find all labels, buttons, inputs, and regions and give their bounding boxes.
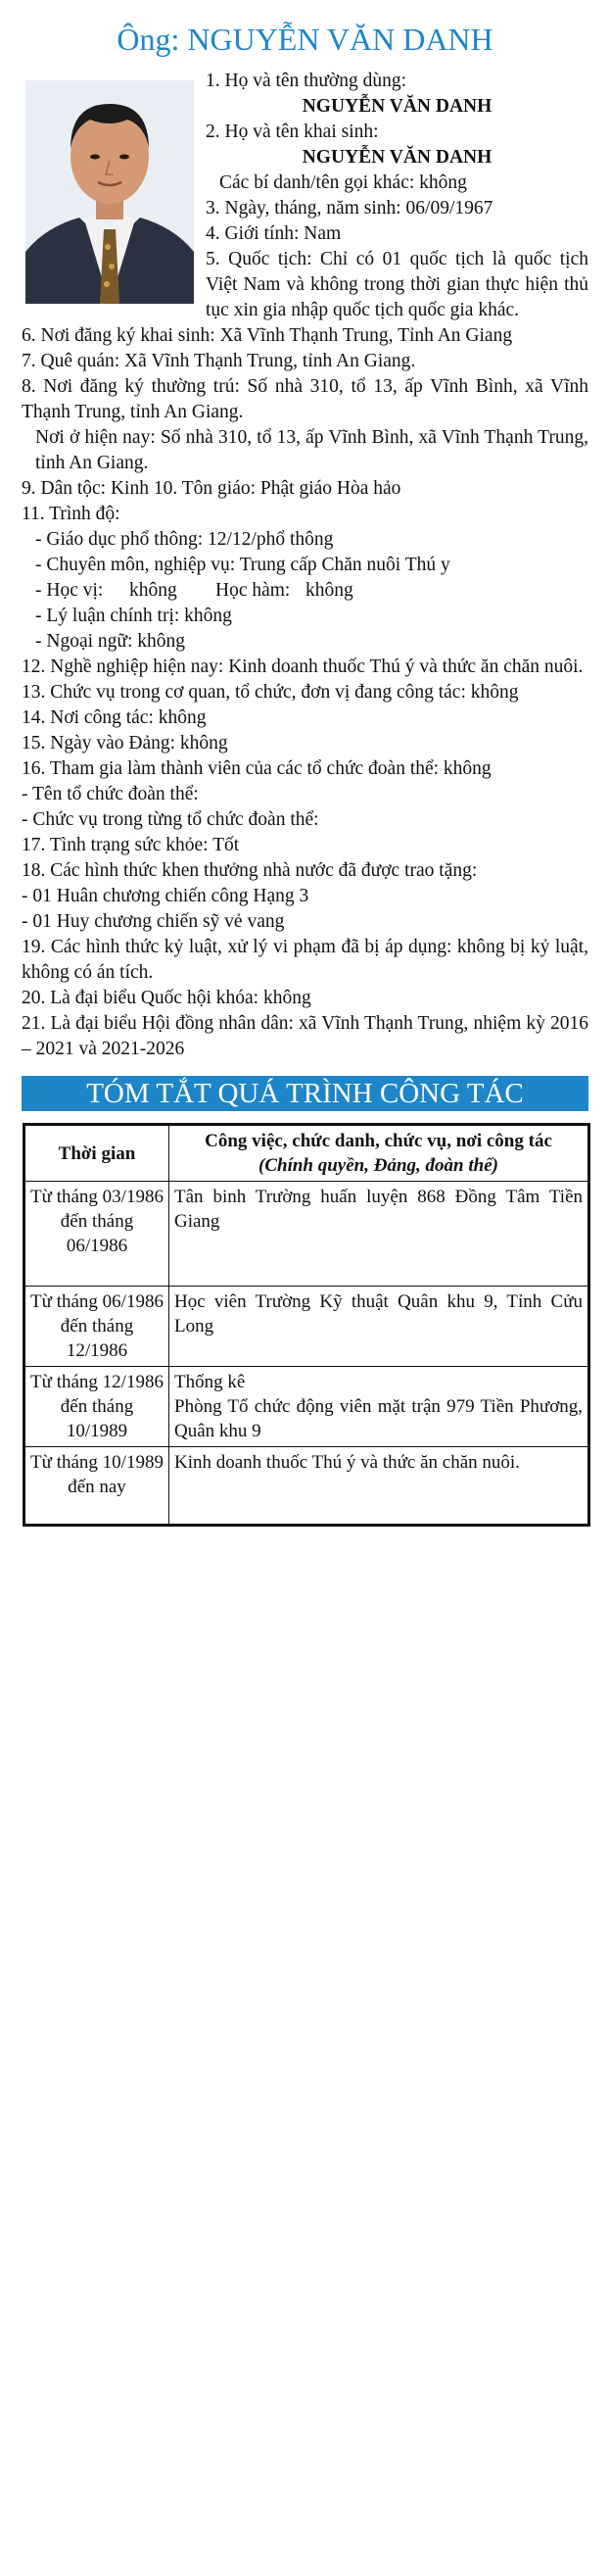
work-history-banner: TÓM TẮT QUÁ TRÌNH CÔNG TÁC xyxy=(22,1076,588,1111)
field-occupation: 12. Nghề nghiệp hiện nay: Kinh doanh thuốc Thú ý và thức ăn chăn nuôi. xyxy=(22,656,584,677)
field-nationality: 5. Quốc tịch: Chỉ có 01 quốc tịch là quốc tịch Việt Nam và không trong thời gian thực hiện thủ tục xin gia nhập quốc tịch quốc gia khác. xyxy=(206,249,588,320)
row-job-line2: Phòng Tổ chức động viên mặt trận 979 Tiền Phương, Quân khu 9 xyxy=(174,1396,583,1441)
top-fields xyxy=(206,69,588,323)
header-job-line2: (Chính quyền, Đảng, đoàn thể) xyxy=(258,1155,498,1176)
field-political-theory: - Lý luận chính trị: không xyxy=(35,606,232,626)
field-common-name-value: NGUYỄN VĂN DANH xyxy=(302,96,493,117)
page-title: Ông: NGUYỄN VĂN DANH xyxy=(117,22,493,57)
field-award-1: - 01 Huân chương chiến công Hạng 3 xyxy=(22,886,309,906)
field-organization-role: - Chức vụ trong từng tổ chức đoàn thể: xyxy=(22,809,319,830)
field-award-2: - 01 Huy chương chiến sỹ vẻ vang xyxy=(22,911,285,932)
row-time: Từ tháng 06/1986 đến tháng 12/1986 xyxy=(24,1287,169,1367)
row-job xyxy=(169,1367,589,1447)
field-permanent-address: 8. Nơi đăng ký thường trú: Số nhà 310, tổ 13, ấp Vĩnh Bình, xã Vĩnh Thạnh Trung, tỉnh An Giang. xyxy=(22,376,588,422)
profile-fields xyxy=(22,323,588,1062)
field-birthdate: 3. Ngày, tháng, năm sinh: 06/09/1967 xyxy=(206,198,493,219)
field-general-education: - Giáo dục phổ thông: 12/12/phổ thông xyxy=(35,529,334,550)
row-time: Từ tháng 03/1986 đến tháng 06/1986 xyxy=(24,1182,169,1287)
field-birth-name-value: NGUYỄN VĂN DANH xyxy=(302,147,493,168)
field-organization-name: - Tên tổ chức đoàn thể: xyxy=(22,784,199,804)
header-job-line1: Công việc, chức danh, chức vụ, nơi công tác xyxy=(205,1131,552,1151)
field-gender: 4. Giới tính: Nam xyxy=(206,223,342,244)
field-degree xyxy=(22,578,588,604)
academic-title-value: không xyxy=(305,580,353,601)
field-party-date: 15. Ngày vào Đảng: không xyxy=(22,733,228,753)
row-time: Từ tháng 12/1986 đến tháng 10/1989 xyxy=(24,1367,169,1447)
field-health: 17. Tình trạng sức khỏe: Tốt xyxy=(22,835,240,855)
field-peoples-council: 21. Là đại biểu Hội đồng nhân dân: xã Vĩnh Thạnh Trung, nhiệm kỳ 2016 – 2021 và 2021-2026 xyxy=(22,1013,588,1059)
header-time: Thời gian xyxy=(24,1125,169,1182)
degree-label: - Học vị: xyxy=(35,580,104,601)
field-current-address: Nơi ở hiện nay: Số nhà 310, tổ 13, ấp Vĩnh Bình, xã Vĩnh Thạnh Trung, tỉnh An Giang. xyxy=(35,427,588,473)
person-portrait-icon xyxy=(25,80,194,304)
row-job: Học viên Trường Kỹ thuật Quân khu 9, Tỉnh Cửu Long xyxy=(169,1287,589,1367)
field-birth-registration: 6. Nơi đăng ký khai sinh: Xã Vĩnh Thạnh Trung, Tỉnh An Giang xyxy=(22,325,513,346)
table-row xyxy=(24,1367,589,1447)
field-birth-name-label: 2. Họ và tên khai sinh: xyxy=(206,122,379,142)
field-discipline: 19. Các hình thức kỷ luật, xử lý vi phạm đã bị áp dụng: không bị kỷ luật, không có án tích. xyxy=(22,937,588,983)
field-workplace: 14. Nơi công tác: không xyxy=(22,707,207,728)
degree-value: không xyxy=(129,580,177,601)
row-job: Tân binh Trường huấn luyện 868 Đồng Tâm Tiền Giang xyxy=(169,1182,589,1287)
table-row xyxy=(24,1447,589,1526)
row-time: Từ tháng 10/1989 đến nay xyxy=(24,1447,169,1526)
academic-title-label: Học hàm: xyxy=(215,580,291,601)
field-position: 13. Chức vụ trong cơ quan, tổ chức, đơn vị đang công tác: không xyxy=(22,682,519,703)
field-national-assembly: 20. Là đại biểu Quốc hội khóa: không xyxy=(22,988,311,1008)
field-education-heading: 11. Trình độ: xyxy=(22,504,120,524)
field-alias: Các bí danh/tên gọi khác: không xyxy=(219,172,467,193)
field-foreign-language: - Ngoại ngữ: không xyxy=(35,631,186,652)
table-row xyxy=(24,1287,589,1367)
field-major: - Chuyên môn, nghiệp vụ: Trung cấp Chăn nuôi Thú y xyxy=(35,555,450,575)
field-awards-heading: 18. Các hình thức khen thưởng nhà nước đã được trao tặng: xyxy=(22,860,478,881)
header-job xyxy=(169,1125,589,1182)
field-organizations: 16. Tham gia làm thành viên của các tổ chức đoàn thể: không xyxy=(22,758,492,779)
row-job-line1: Thống kê xyxy=(174,1372,246,1392)
table-header-row xyxy=(24,1125,589,1182)
field-common-name-label: 1. Họ và tên thường dùng: xyxy=(206,71,407,91)
profile-header xyxy=(22,69,588,323)
table-row xyxy=(24,1182,589,1287)
work-history-table xyxy=(23,1123,590,1527)
field-ethnicity-religion: 9. Dân tộc: Kinh 10. Tôn giáo: Phật giáo Hòa hảo xyxy=(22,478,401,499)
row-job: Kinh doanh thuốc Thú ý và thức ăn chăn nuôi. xyxy=(169,1447,589,1526)
field-hometown: 7. Quê quán: Xã Vĩnh Thạnh Trung, tỉnh An Giang. xyxy=(22,351,416,371)
